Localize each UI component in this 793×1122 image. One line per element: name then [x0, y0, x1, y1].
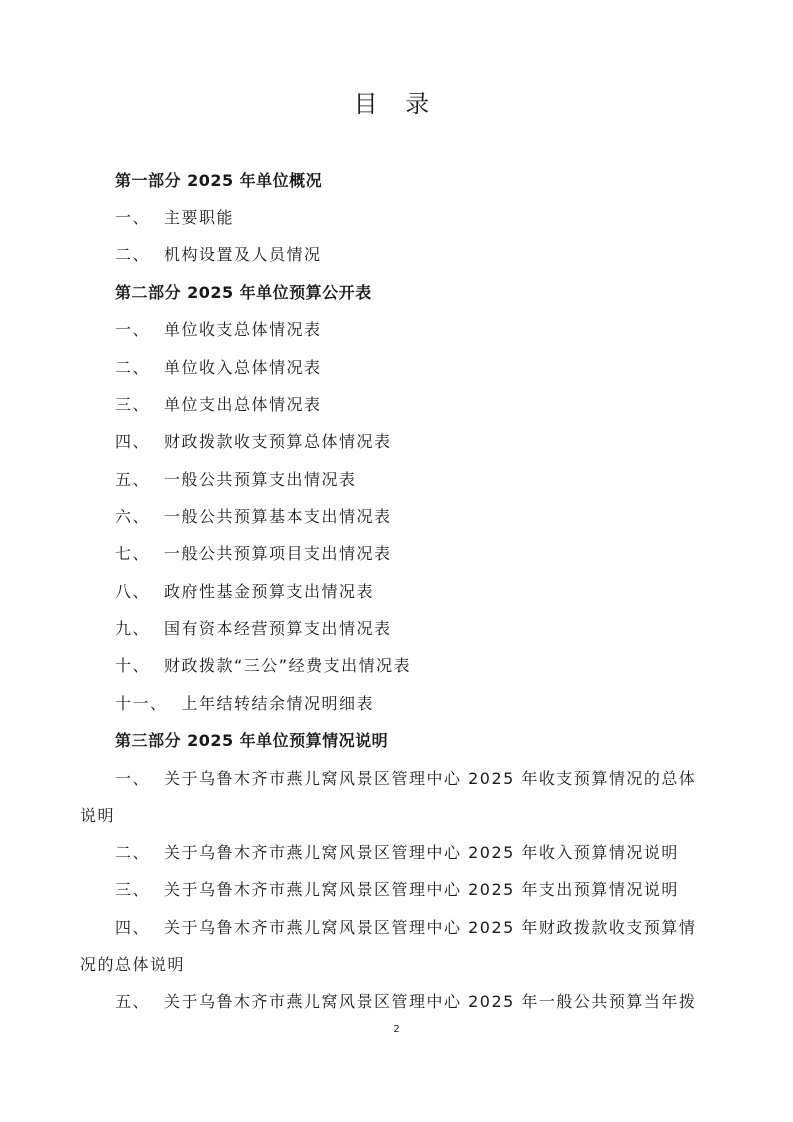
- part1-heading: 第一部分 2025 年单位概况: [115, 171, 323, 190]
- toc-item-text: 政府性基金预算支出情况表: [164, 582, 375, 601]
- page-title: 目 录: [353, 90, 440, 118]
- toc-item-text: 国有资本经营预算支出情况表: [164, 619, 392, 638]
- toc-item: [115, 467, 357, 490]
- toc-item: [115, 691, 374, 714]
- toc-item-text: 一般公共预算项目支出情况表: [164, 544, 392, 563]
- toc-item: [115, 579, 374, 602]
- toc-item-text: 单位支出总体情况表: [164, 395, 322, 414]
- toc-item-continuation: 况的总体说明: [80, 955, 186, 974]
- toc-item-text: 单位收支总体情况表: [164, 320, 322, 339]
- toc-item-number: 八、: [115, 582, 151, 601]
- toc-item-number: 一、: [115, 769, 151, 788]
- toc-item-text: 关于乌鲁木齐市燕儿窝风景区管理中心 2025 年财政拨款收支预算情: [164, 918, 697, 937]
- toc-item: [115, 877, 679, 900]
- part2-heading: 第二部分 2025 年单位预算公开表: [115, 283, 372, 302]
- toc-item: [115, 766, 696, 789]
- toc-item-number: 四、: [115, 918, 151, 937]
- toc-item-number: 十、: [115, 656, 151, 675]
- toc-item: [115, 205, 234, 228]
- toc-item-number: 二、: [115, 245, 151, 264]
- toc-item-text: 财政拨款收支预算总体情况表: [164, 432, 392, 451]
- toc-item-text: 主要职能: [164, 208, 235, 227]
- toc-item-text: 单位收入总体情况表: [164, 358, 322, 377]
- toc-item-number: 五、: [115, 470, 151, 489]
- toc-item-text: 一般公共预算基本支出情况表: [164, 507, 392, 526]
- toc-item-text: 关于乌鲁木齐市燕儿窝风景区管理中心 2025 年收支预算情况的总体: [164, 769, 697, 788]
- page-number: 2: [393, 1024, 400, 1035]
- toc-item-continuation: 说明: [80, 806, 116, 825]
- toc-item-text: 一般公共预算支出情况表: [164, 470, 357, 489]
- toc-item: [115, 840, 679, 863]
- toc-item-number: 一、: [115, 208, 151, 227]
- toc-item-number: 六、: [115, 507, 151, 526]
- toc-item-text: 上年结转结余情况明细表: [181, 694, 375, 713]
- toc-item-text: 关于乌鲁木齐市燕儿窝风景区管理中心 2025 年支出预算情况说明: [164, 880, 679, 899]
- toc-item-number: 五、: [115, 992, 151, 1011]
- toc-item: [115, 355, 322, 378]
- toc-item: [115, 317, 322, 340]
- toc-item-text: 关于乌鲁木齐市燕儿窝风景区管理中心 2025 年收入预算情况说明: [164, 843, 679, 862]
- toc-item-number: 三、: [115, 880, 151, 899]
- toc-item-number: 二、: [115, 358, 151, 377]
- toc-item-text: 机构设置及人员情况: [164, 245, 322, 264]
- toc-item: [115, 989, 696, 1012]
- toc-item: [115, 392, 322, 415]
- toc-item-text: 关于乌鲁木齐市燕儿窝风景区管理中心 2025 年一般公共预算当年拨: [164, 992, 697, 1011]
- toc-item-text: 财政拨款“三公”经费支出情况表: [164, 656, 412, 675]
- toc-item-number: 四、: [115, 432, 151, 451]
- toc-item: [115, 504, 392, 527]
- toc-item: [115, 429, 392, 452]
- toc-item-number: 十一、: [115, 694, 168, 713]
- toc-item: [115, 915, 696, 938]
- toc-item: [115, 541, 392, 564]
- toc-item-number: 三、: [115, 395, 151, 414]
- toc-item: [115, 242, 322, 265]
- toc-item-number: 二、: [115, 843, 151, 862]
- toc-item-number: 七、: [115, 544, 151, 563]
- toc-item: [115, 653, 411, 676]
- toc-item-number: 一、: [115, 320, 151, 339]
- part3-heading: 第三部分 2025 年单位预算情况说明: [115, 731, 389, 750]
- toc-item: [115, 616, 392, 639]
- toc-item-number: 九、: [115, 619, 151, 638]
